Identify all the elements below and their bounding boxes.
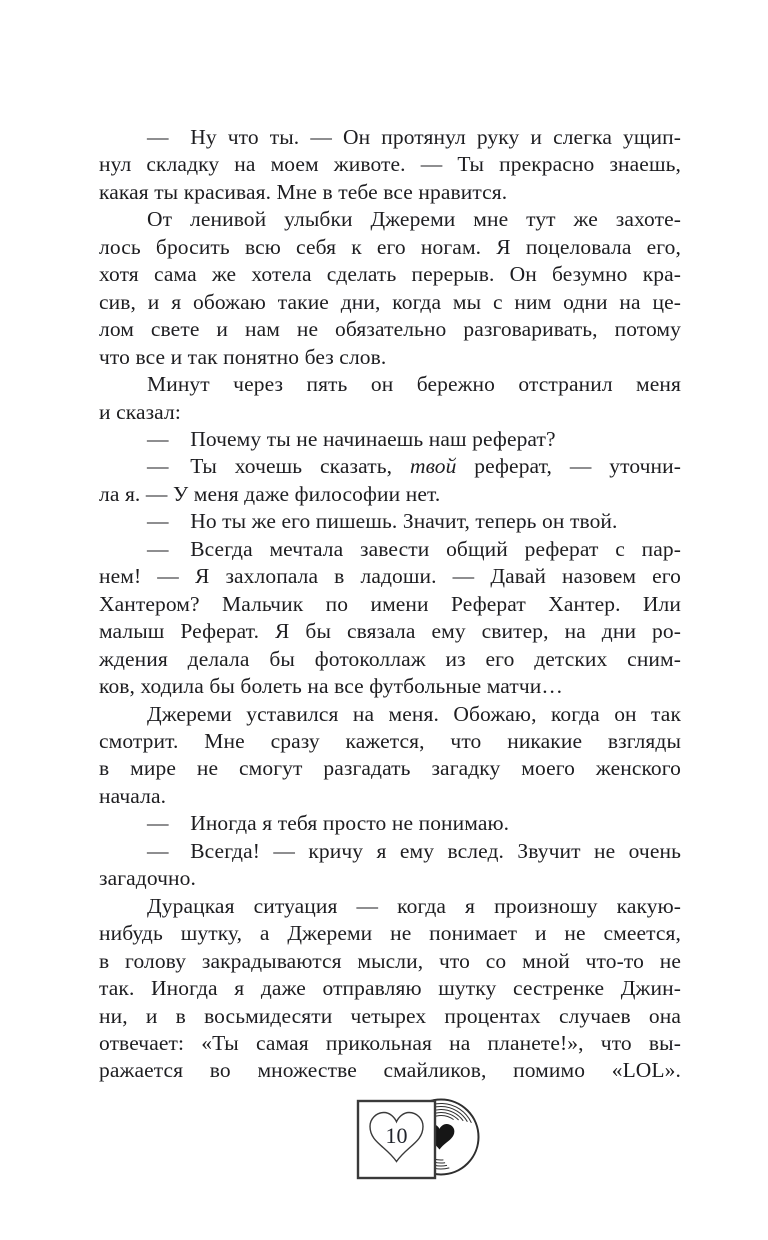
text-line: нем! — Я захлопала в ладоши. — Давай назовем его: [99, 564, 681, 589]
text-line: смотрит. Мне сразу кажется, что никакие взгляды: [99, 728, 681, 753]
page-number-ornament: [353, 1096, 483, 1181]
text-line: начала.: [99, 783, 167, 808]
text-line: нибудь шутку, а Джереми не понимает и не смеется,: [99, 921, 681, 946]
text-line: нул складку на моем животе. — Ты прекрасно знаешь,: [99, 152, 681, 177]
text-line: какая ты красивая. Мне в тебе все нравится.: [99, 179, 508, 204]
text-line: лось бросить всю себя к его ногам. Я поцеловала его,: [99, 234, 681, 259]
text-line: ждения делала бы фотоколлаж из его детских сним-: [99, 646, 681, 671]
text-line: малыш Реферат. Я бы связала ему свитер, на дни ро-: [99, 619, 681, 644]
text-line: сив, и я обожаю такие дни, когда мы с ним одни на це-: [99, 289, 681, 314]
sleeve-square-icon: [358, 1101, 435, 1178]
text-line: — Всегда мечтала завести общий реферат с пар-: [147, 536, 681, 561]
text-line: лом свете и нам не обязательно разговаривать, потому: [99, 317, 681, 342]
text-line: — Почему ты не начинаешь наш реферат?: [147, 426, 556, 451]
text-line: Джереми уставился на меня. Обожаю, когда он так: [147, 701, 681, 726]
text-line: в мире не смогут разгадать загадку моего женского: [99, 756, 681, 781]
vinyl-record-sleeve-icon: [353, 1096, 483, 1181]
text-block: [99, 124, 681, 1085]
text-line: ков, ходила бы болеть на все футбольные матчи…: [99, 674, 563, 699]
text-line: хотя сама же хотела сделать перерыв. Он безумно кра-: [99, 262, 681, 287]
text-line: — Всегда! — кричу я ему вслед. Звучит не очень: [147, 838, 681, 863]
text-line: ла я. — У меня даже философии нет.: [99, 481, 441, 506]
text-line: — Ты хочешь сказать, твой реферат, — уточни-: [147, 454, 681, 479]
text-line: Хантером? Мальчик по имени Реферат Хантер. Или: [99, 591, 681, 616]
text-line: загадочно.: [99, 866, 196, 891]
text-line: От ленивой улыбки Джереми мне тут же захоте-: [147, 207, 681, 232]
text-line: и сказал:: [99, 399, 181, 424]
page-number: 10: [385, 1123, 408, 1148]
text-line: отвечает: «Ты самая прикольная на планете!», что вы-: [99, 1030, 681, 1055]
text-line: — Ну что ты. — Он протянул руку и слегка ущип-: [147, 125, 681, 149]
text-line: Минут через пять он бережно отстранил меня: [147, 372, 681, 397]
text-line: ни, и в восьмидесяти четырех процентах случаев она: [99, 1003, 681, 1028]
text-line: ражается во множестве смайликов, помимо «LOL».: [99, 1058, 681, 1083]
text-line: что все и так понятно без слов.: [99, 344, 387, 369]
text-line: — Но ты же его пишешь. Значит, теперь он твой.: [147, 509, 618, 534]
text-line: в голову закрадываются мысли, что со мной что-то не: [99, 948, 681, 973]
text-line: так. Иногда я даже отправляю шутку сестренке Джин-: [99, 976, 681, 1001]
text-line: Дурацкая ситуация — когда я произношу какую-: [147, 893, 681, 918]
text-line: — Иногда я тебя просто не понимаю.: [147, 811, 510, 836]
